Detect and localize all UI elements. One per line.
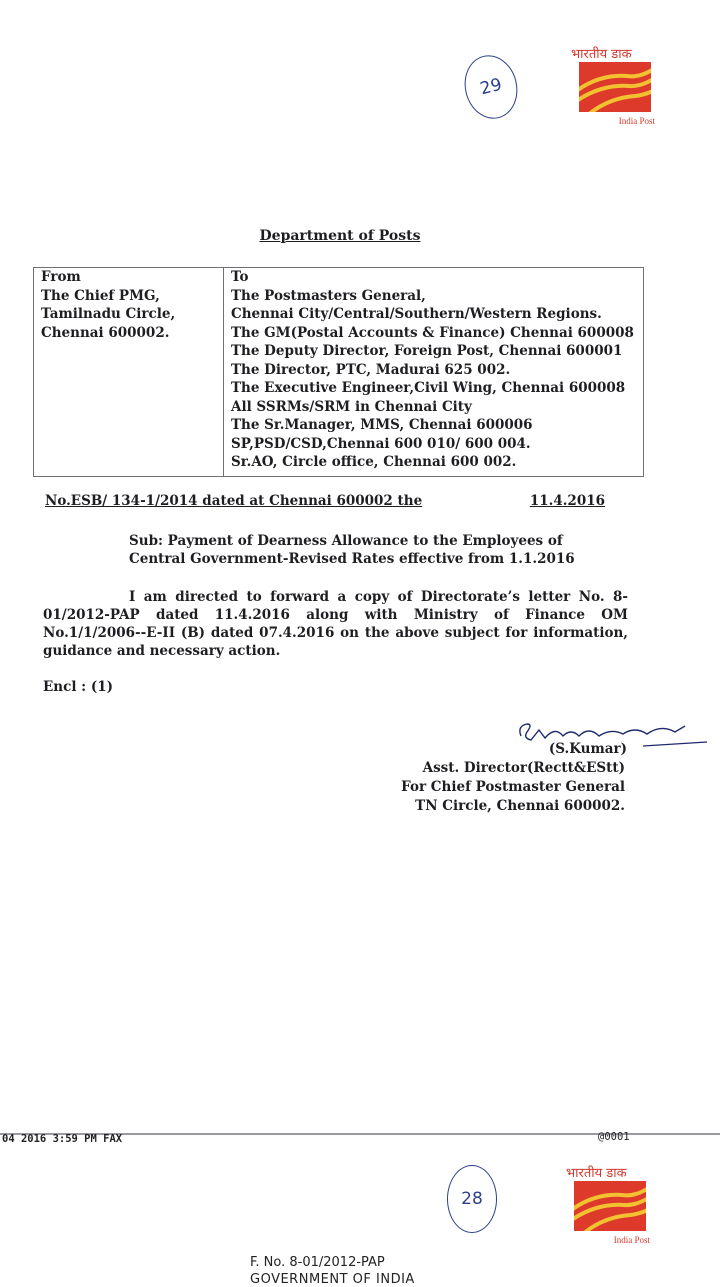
- logo-caption: India Post: [618, 116, 655, 126]
- logo-emblem: [574, 1181, 646, 1231]
- fax-page-number: @0001: [598, 1131, 630, 1143]
- to-line: The Sr.Manager, MMS, Chennai 600006: [231, 417, 533, 433]
- to-line: All SSRMs/SRM in Chennai City: [231, 398, 472, 415]
- india-post-logo: [565, 44, 665, 134]
- from-line: Tamilnadu Circle,: [41, 306, 176, 322]
- from-line: The Chief PMG,: [41, 287, 160, 304]
- to-label: To: [231, 269, 249, 285]
- file-number: F. No. 8-01/2012-PAP: [250, 1255, 385, 1270]
- signatory-for-line: For Chief Postmaster General: [401, 779, 625, 795]
- government-line: GOVERNMENT OF INDIA: [250, 1272, 415, 1287]
- subject: Sub: Payment of Dearness Allowance to the Employees of Central Government-Revised Rates effective from 1.1.2016: [129, 533, 575, 567]
- signature-block: [401, 740, 625, 816]
- to-line: Chennai City/Central/Southern/Western Regions.: [231, 306, 602, 322]
- logo-hindi-text: भारतीय डाक: [566, 1166, 627, 1181]
- signatory-name: (S.Kumar): [548, 741, 627, 757]
- india-post-logo: [560, 1163, 660, 1253]
- to-line: Sr.AO, Circle office, Chennai 600 002.: [231, 454, 517, 470]
- department-heading: Department of Posts: [259, 228, 421, 244]
- to-line: The Deputy Director, Foreign Post, Chennai 600001: [231, 343, 623, 359]
- signatory-office: TN Circle, Chennai 600002.: [415, 798, 625, 814]
- to-line: The Executive Engineer,Civil Wing, Chennai 600008: [231, 380, 626, 396]
- logo-hindi-text: भारतीय डाक: [571, 47, 632, 62]
- reference-date: 11.4.2016: [529, 493, 605, 509]
- handwritten-page-number: 28: [447, 1165, 497, 1233]
- to-line: The Director, PTC, Madurai 625 002.: [231, 361, 511, 378]
- from-label: From: [41, 269, 81, 285]
- logo-emblem: [579, 62, 651, 112]
- fax-header: 04 2016 3:59 PM FAX: [2, 1133, 123, 1145]
- enclosure: Encl : (1): [43, 679, 114, 695]
- handwritten-page-number: 29: [458, 50, 524, 125]
- reference-line: [45, 493, 605, 509]
- to-line: SP,PSD/CSD,Chennai 600 010/ 600 004.: [231, 435, 531, 452]
- from-line: Chennai 600002.: [41, 324, 170, 341]
- body-paragraph: I am directed to forward a copy of Directorate’s letter No. 8-01/2012-PAP dated 11.4.2016 along with Ministry of Finance OM No.1/1/2006--E-II (B) dated 07.4.2016 on the above subject for information, guidance and necessary action.: [43, 589, 628, 659]
- to-line: The GM(Postal Accounts & Finance) Chennai 600008: [231, 324, 634, 341]
- signatory-designation: Asst. Director(Rectt&EStt): [422, 760, 625, 776]
- to-cell: [224, 268, 644, 477]
- reference-number: No.ESB/ 134-1/2014 dated at Chennai 600002 the: [45, 493, 423, 509]
- from-cell: [34, 268, 224, 477]
- to-line: The Postmasters General,: [231, 287, 426, 304]
- address-table: [33, 267, 644, 477]
- logo-caption: India Post: [613, 1235, 650, 1245]
